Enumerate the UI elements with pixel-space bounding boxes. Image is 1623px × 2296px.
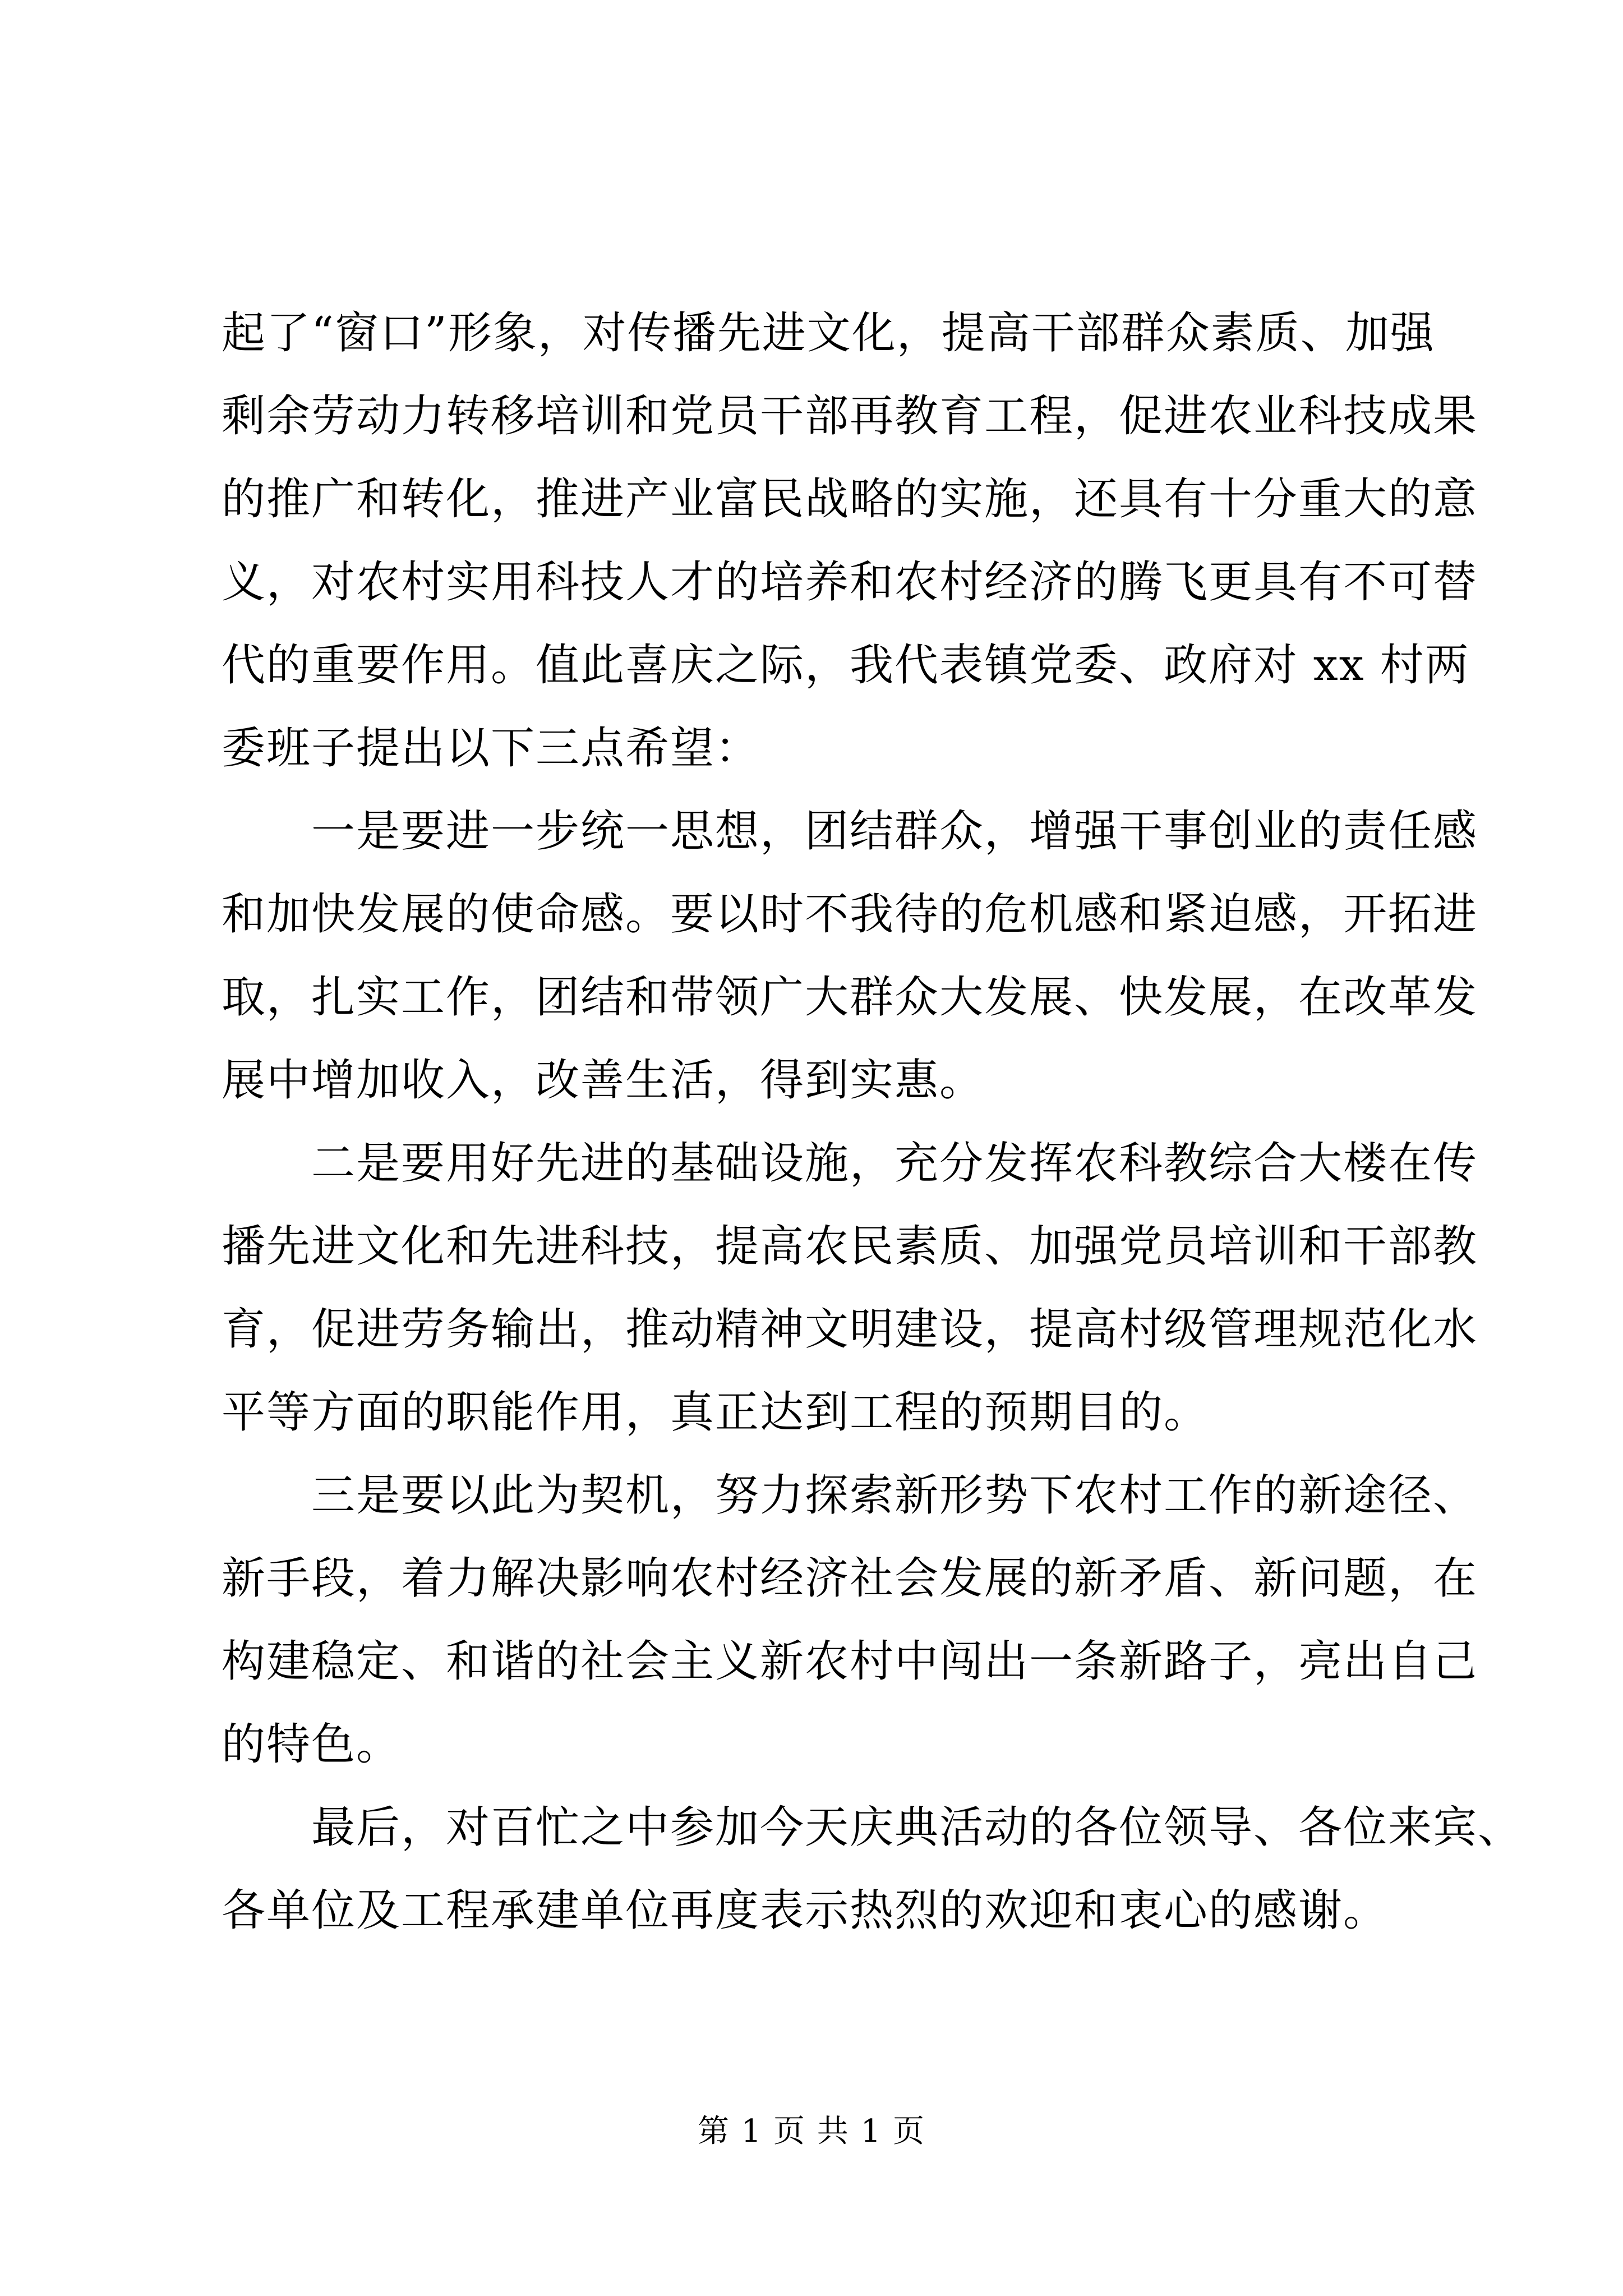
text-line: 的推广和转化，推进产业富民战略的实施，还具有十分重大的意 [222,474,1478,524]
text-line: 各单位及工程承建单位再度表示热烈的欢迎和衷心的感谢。 [222,1885,1389,1936]
text-line: 新手段，着力解决影响农村经济社会发展的新矛盾、新问题，在 [222,1553,1478,1604]
paragraph-first-line: 最后，对百忙之中参加今天庆典活动的各位领导、各位来宾、 [311,1802,1523,1853]
text-line: 平等方面的职能作用，真正达到工程的预期目的。 [222,1387,1209,1438]
text-line: 起了“窗口”形象，对传播先进文化，提高干部群众素质、加强 [222,308,1435,358]
paragraph-first-line: 二是要用好先进的基础设施，充分发挥农科教综合大楼在传 [311,1138,1478,1189]
text-line: 的特色。 [222,1719,402,1770]
text-line: 义，对农村实用科技人才的培养和农村经济的腾飞更具有不可替 [222,557,1478,608]
text-line: 构建稳定、和谐的社会主义新农村中闯出一条新路子，亮出自己 [222,1636,1478,1687]
page-number-label: 第 1 页 共 1 页 [697,2113,926,2150]
text-line: 育，促进劳务输出，推动精神文明建设，提高村级管理规范化水 [222,1304,1478,1355]
page-footer [0,2112,1623,2151]
document-body [222,292,1523,1952]
text-line: 剩余劳动力转移培训和党员干部再教育工程，促进农业科技成果 [222,391,1478,441]
text-line: 展中增加收入，改善生活，得到实惠。 [222,1055,985,1106]
text-line: 代的重要作用。值此喜庆之际，我代表镇党委、政府对 xx 村两 [222,640,1470,691]
text-line: 取，扎实工作，团结和带领广大群众大发展、快发展，在改革发 [222,972,1478,1023]
text-line: 委班子提出以下三点希望： [222,723,760,774]
paragraph-first-line: 一是要进一步统一思想，团结群众，增强干事创业的责任感 [311,806,1478,857]
paragraph-first-line: 三是要以此为契机，努力探索新形势下农村工作的新途径、 [311,1470,1478,1521]
text-line: 和加快发展的使命感。要以时不我待的危机感和紧迫感，开拓进 [222,889,1478,940]
text-line: 播先进文化和先进科技，提高农民素质、加强党员培训和干部教 [222,1221,1478,1272]
